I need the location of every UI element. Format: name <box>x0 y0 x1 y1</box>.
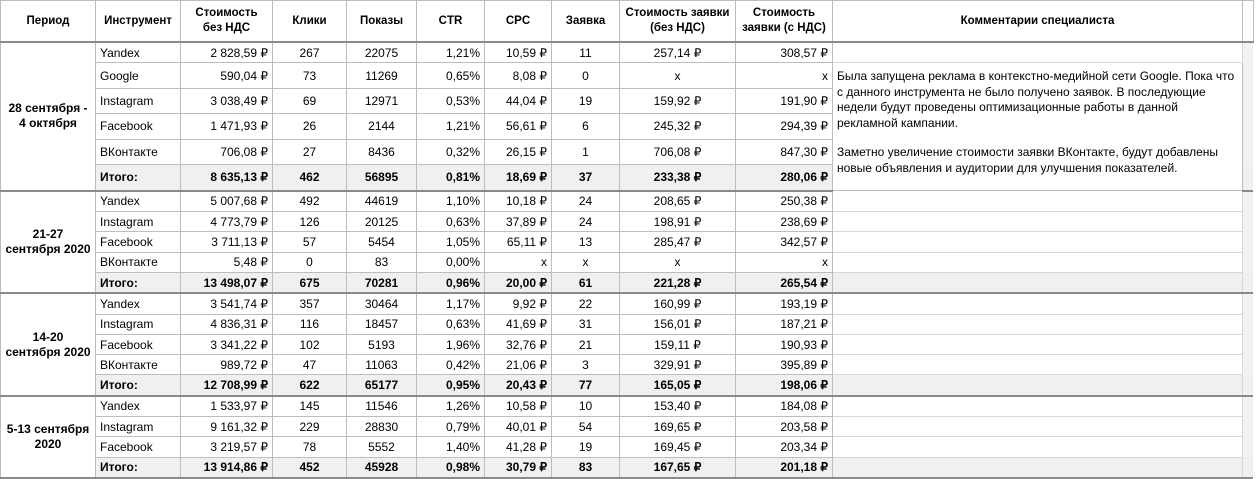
cell-requests[interactable]: 83 <box>552 457 620 478</box>
cell-requests[interactable]: 37 <box>552 165 620 191</box>
cell-cpl-no-vat[interactable]: 208,65 ₽ <box>620 191 736 212</box>
cell-cpc[interactable]: 10,58 ₽ <box>485 396 552 417</box>
cell-requests[interactable]: 31 <box>552 314 620 334</box>
cell-tool[interactable]: Facebook <box>96 114 181 139</box>
cell-tool[interactable]: Итого: <box>96 272 181 293</box>
cell-impressions[interactable]: 65177 <box>347 375 417 396</box>
cell-clicks[interactable]: 452 <box>273 457 347 478</box>
table-row <box>1 252 1254 272</box>
cell-requests[interactable]: 21 <box>552 334 620 354</box>
table-row <box>1 396 1254 417</box>
cell-ctr[interactable]: 0,53% <box>417 88 485 113</box>
cell-requests[interactable]: 19 <box>552 88 620 113</box>
cell-impressions[interactable]: 12971 <box>347 88 417 113</box>
cell-cpl-vat[interactable]: 184,08 ₽ <box>736 396 833 417</box>
cell-cpl-no-vat[interactable]: 245,32 ₽ <box>620 114 736 139</box>
cell-impressions[interactable]: 8436 <box>347 139 417 164</box>
cell-clicks[interactable]: 145 <box>273 396 347 417</box>
header-ctr[interactable]: CTR <box>417 1 485 43</box>
table-row <box>1 191 1254 212</box>
cell-cpl-vat[interactable]: 250,38 ₽ <box>736 191 833 212</box>
cell-clicks[interactable]: 27 <box>273 139 347 164</box>
cell-clicks[interactable]: 57 <box>273 232 347 252</box>
cell-impressions[interactable]: 11269 <box>347 63 417 88</box>
cell-cpc[interactable]: 9,92 ₽ <box>485 293 552 314</box>
cell-cost[interactable]: 3 541,74 ₽ <box>181 293 273 314</box>
cell-cpl-vat[interactable]: 308,57 ₽ <box>736 42 833 63</box>
cell-cpl-vat[interactable]: 203,34 ₽ <box>736 437 833 457</box>
cell-ctr[interactable]: 0,00% <box>417 252 485 272</box>
header-row <box>1 1 1254 43</box>
scrollbar-track[interactable] <box>1243 334 1254 354</box>
cell-cpl-vat[interactable]: x <box>736 63 833 88</box>
cell-clicks[interactable]: 26 <box>273 114 347 139</box>
header-cpc[interactable]: CPC <box>485 1 552 43</box>
cell-cpl-vat[interactable]: 201,18 ₽ <box>736 457 833 478</box>
period-cell[interactable]: 5-13 сентября 2020 <box>1 396 96 478</box>
cell-ctr[interactable]: 1,40% <box>417 437 485 457</box>
cell-tool[interactable]: ВКонтакте <box>96 139 181 164</box>
cell-requests[interactable]: 11 <box>552 42 620 63</box>
table-row <box>1 232 1254 252</box>
cell-impressions[interactable]: 56895 <box>347 165 417 191</box>
table-row <box>1 63 1254 88</box>
cell-requests[interactable]: 24 <box>552 212 620 232</box>
cell-cpl-no-vat[interactable]: 706,08 ₽ <box>620 139 736 164</box>
cell-cpl-no-vat[interactable]: 285,47 ₽ <box>620 232 736 252</box>
cell-tool[interactable]: Facebook <box>96 334 181 354</box>
cell-ctr[interactable]: 0,81% <box>417 165 485 191</box>
cell-requests[interactable]: x <box>552 252 620 272</box>
header-cpl-vat[interactable]: Стоимость заявки (с НДС) <box>736 1 833 43</box>
scrollbar-track[interactable] <box>1243 1 1254 43</box>
scrollbar-track[interactable] <box>1243 212 1254 232</box>
cell-cpl-vat[interactable]: 191,90 ₽ <box>736 88 833 113</box>
period-cell[interactable]: 14-20 сентября 2020 <box>1 293 96 395</box>
cell-clicks[interactable]: 229 <box>273 417 347 437</box>
cell-cost[interactable]: 590,04 ₽ <box>181 63 273 88</box>
cell-ctr[interactable]: 1,05% <box>417 232 485 252</box>
cell-cost[interactable]: 13 498,07 ₽ <box>181 272 273 293</box>
scrollbar-track[interactable] <box>1243 88 1254 113</box>
cell-cpc[interactable]: 21,06 ₽ <box>485 355 552 375</box>
cell-cpl-vat[interactable]: 265,54 ₽ <box>736 272 833 293</box>
comment-cell-empty[interactable] <box>833 191 1243 212</box>
cell-ctr[interactable]: 0,63% <box>417 212 485 232</box>
cell-cpl-no-vat[interactable]: 198,91 ₽ <box>620 212 736 232</box>
scrollbar-track[interactable] <box>1243 114 1254 139</box>
cell-clicks[interactable]: 47 <box>273 355 347 375</box>
cell-cpl-no-vat[interactable]: 167,65 ₽ <box>620 457 736 478</box>
cell-cpl-vat[interactable]: 190,93 ₽ <box>736 334 833 354</box>
cell-impressions[interactable]: 45928 <box>347 457 417 478</box>
comment-cell-empty[interactable] <box>833 396 1243 417</box>
cell-ctr[interactable]: 1,26% <box>417 396 485 417</box>
comment-cell-empty[interactable] <box>833 232 1243 252</box>
cell-cpl-vat[interactable]: 238,69 ₽ <box>736 212 833 232</box>
cell-cpl-vat[interactable]: 193,19 ₽ <box>736 293 833 314</box>
cell-cpl-vat[interactable]: 187,21 ₽ <box>736 314 833 334</box>
cell-cpl-no-vat[interactable]: 156,01 ₽ <box>620 314 736 334</box>
cell-cost[interactable]: 706,08 ₽ <box>181 139 273 164</box>
header-requests[interactable]: Заявка <box>552 1 620 43</box>
cell-impressions[interactable]: 83 <box>347 252 417 272</box>
cell-cpc[interactable]: 56,61 ₽ <box>485 114 552 139</box>
cell-requests[interactable]: 24 <box>552 191 620 212</box>
scrollbar-track[interactable] <box>1243 457 1254 478</box>
table-row <box>1 314 1254 334</box>
cell-ctr[interactable]: 0,96% <box>417 272 485 293</box>
scrollbar-track[interactable] <box>1243 293 1254 314</box>
cell-clicks[interactable]: 78 <box>273 437 347 457</box>
table-row <box>1 417 1254 437</box>
table-row <box>1 334 1254 354</box>
cell-cpc[interactable]: 41,69 ₽ <box>485 314 552 334</box>
cell-clicks[interactable]: 462 <box>273 165 347 191</box>
cell-cpl-no-vat[interactable]: 257,14 ₽ <box>620 42 736 63</box>
header-impressions[interactable]: Показы <box>347 1 417 43</box>
scrollbar-track[interactable] <box>1243 314 1254 334</box>
cell-cpl-vat[interactable]: 342,57 ₽ <box>736 232 833 252</box>
cell-cpl-no-vat[interactable]: 329,91 ₽ <box>620 355 736 375</box>
cell-cpl-no-vat[interactable]: 221,28 ₽ <box>620 272 736 293</box>
cell-cpl-no-vat[interactable]: 169,65 ₽ <box>620 417 736 437</box>
cell-cpl-vat[interactable]: 294,39 ₽ <box>736 114 833 139</box>
scrollbar-track[interactable] <box>1243 63 1254 88</box>
table-row <box>1 212 1254 232</box>
cell-ctr[interactable]: 0,65% <box>417 63 485 88</box>
comment-cell-empty[interactable] <box>833 375 1243 396</box>
table-row <box>1 355 1254 375</box>
cell-cpl-vat[interactable]: 847,30 ₽ <box>736 139 833 164</box>
cell-ctr[interactable]: 1,21% <box>417 114 485 139</box>
cell-requests[interactable]: 61 <box>552 272 620 293</box>
cell-ctr[interactable]: 0,32% <box>417 139 485 164</box>
comment-cell-empty[interactable] <box>833 457 1243 478</box>
cell-ctr[interactable]: 1,96% <box>417 334 485 354</box>
cell-cpc[interactable]: x <box>485 252 552 272</box>
header-cost[interactable]: Стоимость без НДС <box>181 1 273 43</box>
cell-clicks[interactable]: 126 <box>273 212 347 232</box>
cell-impressions[interactable]: 11546 <box>347 396 417 417</box>
comment-paragraph-1: Была запущена реклама в контекстно-медийной сети Google. Пока что с данного инструмента не было получено заявок. В последующие недели будут проведены оптимизационные работы в данной рекламной кампании. <box>837 69 1235 130</box>
cell-cpc[interactable]: 20,00 ₽ <box>485 272 552 293</box>
cell-impressions[interactable]: 5454 <box>347 232 417 252</box>
cell-requests[interactable]: 10 <box>552 396 620 417</box>
comment-cell-empty[interactable] <box>833 437 1243 457</box>
cell-cost[interactable]: 3 341,22 ₽ <box>181 334 273 354</box>
comment-cell-empty[interactable] <box>833 252 1243 272</box>
table-body <box>1 42 1254 478</box>
header-clicks[interactable]: Клики <box>273 1 347 43</box>
period-cell[interactable]: 28 сентября - 4 октября <box>1 42 96 191</box>
cell-cpc[interactable]: 37,89 ₽ <box>485 212 552 232</box>
cell-ctr[interactable]: 0,79% <box>417 417 485 437</box>
cell-cpc[interactable]: 65,11 ₽ <box>485 232 552 252</box>
table-row <box>1 437 1254 457</box>
specialist-comment[interactable] <box>833 63 1243 191</box>
header-comments[interactable]: Комментарии специалиста <box>833 1 1243 43</box>
cell-cost[interactable]: 989,72 ₽ <box>181 355 273 375</box>
cell-cost[interactable]: 5,48 ₽ <box>181 252 273 272</box>
cell-tool[interactable]: Итого: <box>96 457 181 478</box>
comment-cell-empty[interactable] <box>833 334 1243 354</box>
cell-tool[interactable]: Итого: <box>96 165 181 191</box>
header-tool[interactable]: Инструмент <box>96 1 181 43</box>
cell-requests[interactable]: 13 <box>552 232 620 252</box>
cell-requests[interactable]: 3 <box>552 355 620 375</box>
cell-clicks[interactable]: 492 <box>273 191 347 212</box>
cell-cost[interactable]: 4 773,79 ₽ <box>181 212 273 232</box>
scrollbar-track[interactable] <box>1243 232 1254 252</box>
comment-cell-empty[interactable] <box>833 212 1243 232</box>
cell-requests[interactable]: 54 <box>552 417 620 437</box>
cell-cpl-no-vat[interactable]: 165,05 ₽ <box>620 375 736 396</box>
cell-tool[interactable]: Instagram <box>96 88 181 113</box>
scrollbar-track[interactable] <box>1243 139 1254 164</box>
cell-ctr[interactable]: 0,42% <box>417 355 485 375</box>
cell-cpc[interactable]: 10,59 ₽ <box>485 42 552 63</box>
cell-clicks[interactable]: 675 <box>273 272 347 293</box>
cell-cpl-no-vat[interactable]: 169,45 ₽ <box>620 437 736 457</box>
cell-impressions[interactable]: 5193 <box>347 334 417 354</box>
scrollbar-track[interactable] <box>1243 191 1254 212</box>
cell-impressions[interactable]: 70281 <box>347 272 417 293</box>
cell-cpc[interactable]: 10,18 ₽ <box>485 191 552 212</box>
cell-cost[interactable]: 12 708,99 ₽ <box>181 375 273 396</box>
cell-impressions[interactable]: 22075 <box>347 42 417 63</box>
cell-tool[interactable]: Google <box>96 63 181 88</box>
cell-clicks[interactable]: 0 <box>273 252 347 272</box>
cell-requests[interactable]: 22 <box>552 293 620 314</box>
cell-clicks[interactable]: 116 <box>273 314 347 334</box>
cell-clicks[interactable]: 102 <box>273 334 347 354</box>
header-cpl-no-vat[interactable]: Стоимость заявки (без НДС) <box>620 1 736 43</box>
cell-tool[interactable]: Yandex <box>96 42 181 63</box>
comment-paragraph-2: Заметно увеличение стоимости заявки ВКонтакте, будут добавлены новые объявления и аудитории для улучшения показателей. <box>837 145 1219 175</box>
cell-clicks[interactable]: 267 <box>273 42 347 63</box>
cell-tool[interactable]: Yandex <box>96 191 181 212</box>
scrollbar-track[interactable] <box>1243 252 1254 272</box>
scrollbar-track[interactable] <box>1243 375 1254 396</box>
cell-cpl-no-vat[interactable]: x <box>620 63 736 88</box>
cell-cpc[interactable]: 26,15 ₽ <box>485 139 552 164</box>
cell-cpl-no-vat[interactable]: 160,99 ₽ <box>620 293 736 314</box>
cell-tool[interactable]: Instagram <box>96 314 181 334</box>
cell-impressions[interactable]: 30464 <box>347 293 417 314</box>
cell-tool[interactable]: Yandex <box>96 293 181 314</box>
cell-impressions[interactable]: 18457 <box>347 314 417 334</box>
cell-cpl-no-vat[interactable]: 153,40 ₽ <box>620 396 736 417</box>
cell-cost[interactable]: 8 635,13 ₽ <box>181 165 273 191</box>
cell-ctr[interactable]: 0,63% <box>417 314 485 334</box>
cell-cpl-no-vat[interactable]: 233,38 ₽ <box>620 165 736 191</box>
header-period[interactable]: Период <box>1 1 96 43</box>
cell-cpc[interactable]: 44,04 ₽ <box>485 88 552 113</box>
cell-ctr[interactable]: 0,95% <box>417 375 485 396</box>
scrollbar-track[interactable] <box>1243 396 1254 417</box>
comment-cell-empty[interactable] <box>833 355 1243 375</box>
cell-cpc[interactable]: 8,08 ₽ <box>485 63 552 88</box>
cell-requests[interactable]: 6 <box>552 114 620 139</box>
total-row <box>1 457 1254 478</box>
cell-cpl-vat[interactable]: 203,58 ₽ <box>736 417 833 437</box>
cell-cost[interactable]: 1 471,93 ₽ <box>181 114 273 139</box>
cell-tool[interactable]: Instagram <box>96 417 181 437</box>
cell-requests[interactable]: 19 <box>552 437 620 457</box>
period-cell[interactable]: 21-27 сентября 2020 <box>1 191 96 293</box>
cell-requests[interactable]: 0 <box>552 63 620 88</box>
scrollbar-track[interactable] <box>1243 437 1254 457</box>
cell-tool[interactable]: Instagram <box>96 212 181 232</box>
cell-cost[interactable]: 4 836,31 ₽ <box>181 314 273 334</box>
total-row <box>1 272 1254 293</box>
cell-cpc[interactable]: 20,43 ₽ <box>485 375 552 396</box>
cell-cpl-vat[interactable]: 395,89 ₽ <box>736 355 833 375</box>
cell-impressions[interactable]: 2144 <box>347 114 417 139</box>
cell-clicks[interactable]: 357 <box>273 293 347 314</box>
cell-ctr[interactable]: 0,98% <box>417 457 485 478</box>
cell-cpc[interactable]: 18,69 ₽ <box>485 165 552 191</box>
cell-cpc[interactable]: 30,79 ₽ <box>485 457 552 478</box>
cell-requests[interactable]: 1 <box>552 139 620 164</box>
cell-cpc[interactable]: 41,28 ₽ <box>485 437 552 457</box>
scrollbar-track[interactable] <box>1243 272 1254 293</box>
total-row <box>1 375 1254 396</box>
cell-requests[interactable]: 77 <box>552 375 620 396</box>
comment-cell-empty[interactable] <box>833 314 1243 334</box>
cell-tool[interactable]: Yandex <box>96 396 181 417</box>
cell-cost[interactable]: 2 828,59 ₽ <box>181 42 273 63</box>
cell-cpl-vat[interactable]: x <box>736 252 833 272</box>
cell-cost[interactable]: 3 038,49 ₽ <box>181 88 273 113</box>
cell-tool[interactable]: ВКонтакте <box>96 355 181 375</box>
cell-ctr[interactable]: 1,21% <box>417 42 485 63</box>
cell-clicks[interactable]: 73 <box>273 63 347 88</box>
comment-cell-empty[interactable] <box>833 42 1243 63</box>
cell-clicks[interactable]: 69 <box>273 88 347 113</box>
cell-cost[interactable]: 5 007,68 ₽ <box>181 191 273 212</box>
cell-cost[interactable]: 13 914,86 ₽ <box>181 457 273 478</box>
cell-clicks[interactable]: 622 <box>273 375 347 396</box>
cell-impressions[interactable]: 5552 <box>347 437 417 457</box>
cell-tool[interactable]: Итого: <box>96 375 181 396</box>
cell-impressions[interactable]: 20125 <box>347 212 417 232</box>
cell-tool[interactable]: Facebook <box>96 437 181 457</box>
cell-tool[interactable]: Facebook <box>96 232 181 252</box>
cell-tool[interactable]: ВКонтакте <box>96 252 181 272</box>
cell-cost[interactable]: 1 533,97 ₽ <box>181 396 273 417</box>
cell-ctr[interactable]: 1,10% <box>417 191 485 212</box>
scrollbar-track[interactable] <box>1243 165 1254 191</box>
cell-impressions[interactable]: 11063 <box>347 355 417 375</box>
scrollbar-track[interactable] <box>1243 42 1254 63</box>
comment-cell-empty[interactable] <box>833 272 1243 293</box>
cell-cost[interactable]: 3 219,57 ₽ <box>181 437 273 457</box>
cell-cpl-vat[interactable]: 280,06 ₽ <box>736 165 833 191</box>
cell-cpc[interactable]: 40,01 ₽ <box>485 417 552 437</box>
table-row <box>1 293 1254 314</box>
cell-cost[interactable]: 9 161,32 ₽ <box>181 417 273 437</box>
comment-cell-empty[interactable] <box>833 293 1243 314</box>
cell-cpl-no-vat[interactable]: x <box>620 252 736 272</box>
cell-cpl-vat[interactable]: 198,06 ₽ <box>736 375 833 396</box>
comment-cell-empty[interactable] <box>833 417 1243 437</box>
cell-ctr[interactable]: 1,17% <box>417 293 485 314</box>
cell-cpl-no-vat[interactable]: 159,92 ₽ <box>620 88 736 113</box>
table-row <box>1 42 1254 63</box>
cell-cpl-no-vat[interactable]: 159,11 ₽ <box>620 334 736 354</box>
cell-cost[interactable]: 3 711,13 ₽ <box>181 232 273 252</box>
cell-cpc[interactable]: 32,76 ₽ <box>485 334 552 354</box>
cell-impressions[interactable]: 44619 <box>347 191 417 212</box>
scrollbar-track[interactable] <box>1243 355 1254 375</box>
cell-impressions[interactable]: 28830 <box>347 417 417 437</box>
scrollbar-track[interactable] <box>1243 417 1254 437</box>
